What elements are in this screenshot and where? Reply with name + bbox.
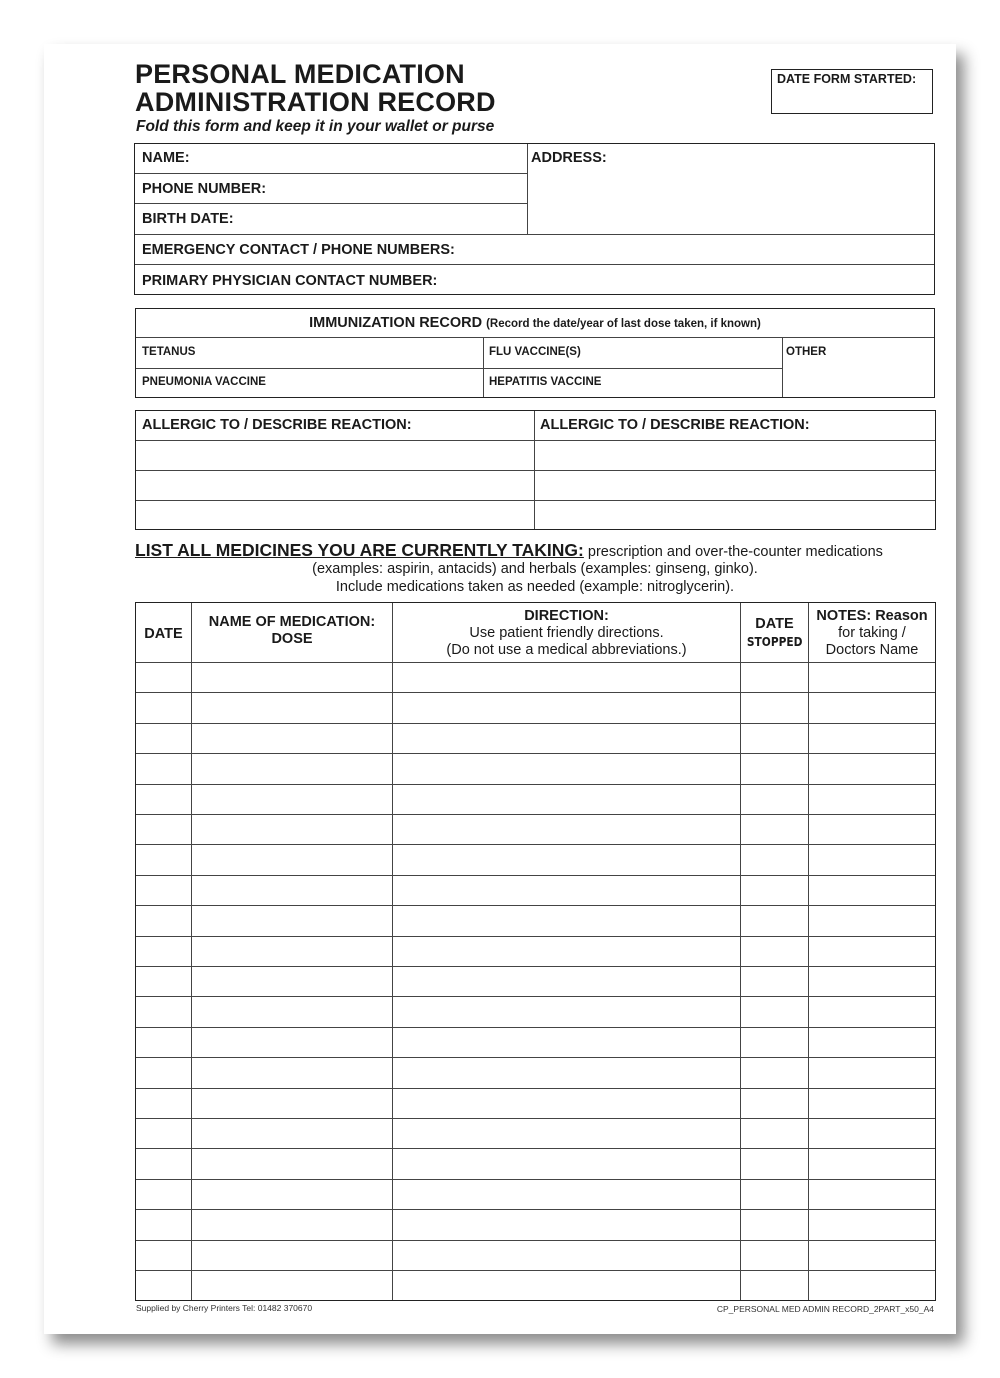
medicines-instructions-line-3: Include medications taken as needed (example: nitroglycerin).	[335, 579, 735, 595]
form-title	[135, 60, 496, 116]
immunization-note: (Record the date/year of last dose taken, if known)	[486, 318, 761, 330]
phone-field-label: PHONE NUMBER:	[142, 181, 267, 197]
col-stop-line-1: DATE	[755, 616, 794, 632]
table-row[interactable]	[136, 1209, 935, 1210]
col-header-date-stopped	[741, 616, 808, 651]
col-date-text: DATE	[144, 626, 183, 642]
table-row[interactable]	[136, 844, 935, 845]
table-row[interactable]	[136, 936, 935, 937]
table-row[interactable]	[136, 753, 935, 754]
date-form-started-label: DATE FORM STARTED:	[777, 72, 917, 86]
divider	[527, 144, 528, 234]
table-row[interactable]	[136, 905, 935, 906]
col-dir-line-2: Use patient friendly directions.	[469, 625, 664, 641]
divider	[483, 338, 484, 397]
table-row[interactable]	[136, 1179, 935, 1180]
table-row[interactable]	[136, 1118, 935, 1119]
divider	[136, 470, 935, 471]
medication-table	[135, 602, 936, 1301]
title-line-2: ADMINISTRATION RECORD	[135, 87, 496, 117]
table-row[interactable]	[136, 723, 935, 724]
col-header-notes	[809, 608, 935, 659]
col-dir-line-3: (Do not use a medical abbreviations.)	[446, 642, 687, 658]
column-divider	[392, 603, 393, 1300]
title-line-1: PERSONAL MEDICATION	[135, 59, 465, 89]
medicines-instructions-line-2: (examples: aspirin, antacids) and herbals (examples: ginseng, ginko).	[312, 561, 758, 577]
col-header-medication	[192, 614, 392, 648]
col-dir-line-1: DIRECTION:	[524, 608, 609, 624]
address-field-label: ADDRESS:	[531, 150, 607, 166]
col-stop-line-2: STOPPED	[746, 634, 803, 649]
table-row[interactable]	[136, 1148, 935, 1149]
flu-vaccine-label: FLU VACCINE(S)	[489, 346, 581, 358]
name-field-label: NAME:	[142, 150, 190, 166]
table-row[interactable]	[136, 1088, 935, 1089]
table-row[interactable]	[136, 1027, 935, 1028]
divider	[135, 203, 527, 204]
col-header-date	[136, 626, 191, 643]
allergy-left-header: ALLERGIC TO / DESCRIBE REACTION:	[142, 417, 412, 433]
col-name-line-2: DOSE	[271, 631, 313, 647]
other-vaccine-label: OTHER	[786, 346, 827, 358]
table-row[interactable]	[136, 996, 935, 997]
tetanus-label: TETANUS	[142, 346, 196, 358]
col-notes-line-2: for taking /	[838, 625, 906, 641]
divider	[136, 337, 934, 338]
col-name-line-1: NAME OF MEDICATION:	[208, 614, 376, 630]
table-row[interactable]	[136, 1270, 935, 1271]
column-divider	[191, 603, 192, 1300]
column-divider	[808, 603, 809, 1300]
table-row[interactable]	[136, 692, 935, 693]
divider	[782, 338, 783, 397]
date-form-started-field[interactable]	[771, 69, 933, 114]
table-row[interactable]	[136, 966, 935, 967]
table-row[interactable]	[136, 875, 935, 876]
footer-supplier: Supplied by Cherry Printers Tel: 01482 370670	[136, 1303, 313, 1313]
birth-date-field-label: BIRTH DATE:	[142, 211, 234, 227]
table-row[interactable]	[136, 662, 935, 663]
divider	[136, 440, 935, 441]
col-notes-line-1: NOTES: Reason	[816, 608, 928, 624]
table-row[interactable]	[136, 814, 935, 815]
table-row[interactable]	[136, 1057, 935, 1058]
medicines-line1-rest: prescription and over-the-counter medications	[583, 544, 883, 560]
divider	[136, 500, 935, 501]
form-subtitle: Fold this form and keep it in your wallet or purse	[136, 118, 495, 135]
footer-form-code: CP_PERSONAL MED ADMIN RECORD_2PART_x50_A4	[716, 1304, 934, 1314]
physician-contact-label: PRIMARY PHYSICIAN CONTACT NUMBER:	[142, 273, 438, 289]
column-divider	[740, 603, 741, 1300]
immunization-heading: IMMUNIZATION RECORD	[309, 315, 483, 331]
emergency-contact-label: EMERGENCY CONTACT / PHONE NUMBERS:	[142, 242, 455, 258]
medicines-instructions-line-1	[135, 540, 883, 561]
divider	[135, 173, 527, 174]
divider	[136, 368, 782, 369]
hepatitis-vaccine-label: HEPATITIS VACCINE	[489, 376, 602, 388]
col-notes-line-3: Doctors Name	[825, 642, 919, 658]
table-row[interactable]	[136, 1240, 935, 1241]
medicines-heading: LIST ALL MEDICINES YOU ARE CURRENTLY TAKING:	[135, 540, 584, 560]
divider	[135, 264, 934, 265]
allergy-right-header: ALLERGIC TO / DESCRIBE REACTION:	[540, 417, 810, 433]
immunization-title	[135, 315, 935, 331]
table-row[interactable]	[136, 784, 935, 785]
divider	[135, 234, 934, 235]
pneumonia-vaccine-label: PNEUMONIA VACCINE	[142, 376, 266, 388]
col-header-direction	[393, 608, 740, 659]
